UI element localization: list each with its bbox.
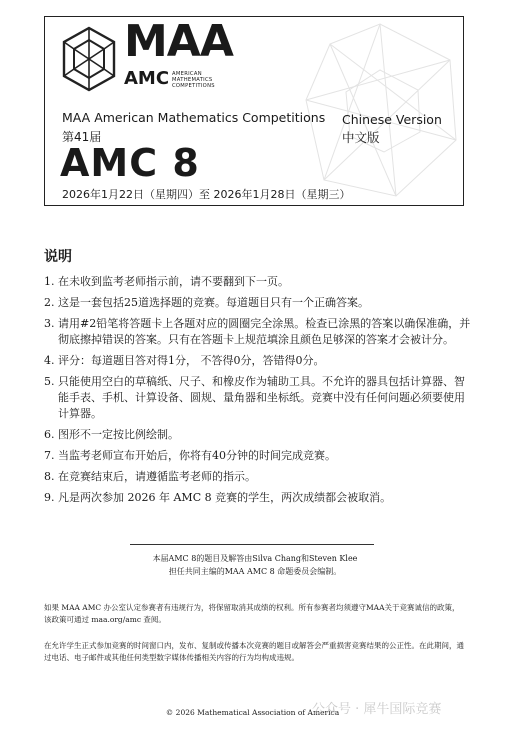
competition-name: MAA American Mathematics Competitions xyxy=(62,110,326,125)
logo-maa-text: MAA xyxy=(124,16,233,67)
instruction-number: 5. xyxy=(44,375,55,388)
integrity-notice: 如果 MAA AMC 办公室认定参赛者有违规行为，将保留取消其成绩的权利。所有参赛者均须遵守MAA关于竞赛诚信的政策，该政策可通过 maa.org/amc 查阅。 xyxy=(44,603,460,624)
edition-label: 第41届 xyxy=(62,130,102,144)
instruction-text: 在未收到监考老师指示前，请不要翻到下一页。 xyxy=(58,275,289,288)
instruction-item xyxy=(44,469,474,485)
instruction-number: 6. xyxy=(44,428,55,441)
instruction-number: 4. xyxy=(44,354,55,367)
instruction-item xyxy=(44,316,474,348)
logo-amc-text: AMC xyxy=(124,68,170,89)
instruction-text: 凡是两次参加 2026 年 AMC 8 竞赛的学生，两次成绩都会被取消。 xyxy=(58,491,392,504)
credit-block xyxy=(120,552,390,578)
instruction-number: 9. xyxy=(44,491,55,504)
instruction-number: 2. xyxy=(44,296,55,309)
logo-amc-sub-line: AMERICAN xyxy=(172,71,202,77)
instruction-text: 这是一套包括25道选择题的竞赛。每道题目只有一个正确答案。 xyxy=(58,296,369,309)
instruction-item xyxy=(44,274,474,290)
logo-amc-subtitle xyxy=(172,71,232,89)
copyright: © 2026 Mathematical Association of America xyxy=(165,708,340,717)
divider xyxy=(130,544,374,545)
instruction-number: 7. xyxy=(44,449,55,462)
competition-dates: 2026年1月22日（星期四）至 2026年1月28日（星期三） xyxy=(62,188,351,201)
instruction-number: 3. xyxy=(44,317,55,330)
credit-line: 担任共同主编的MAA AMC 8 命题委员会编制。 xyxy=(168,567,342,576)
instructions-heading: 说明 xyxy=(44,249,72,265)
logo-amc-sub-line: COMPETITIONS xyxy=(172,83,215,89)
instruction-text: 只能使用空白的草稿纸、尺子、和橡皮作为辅助工具。不允许的器具包括计算器、智能手表、手机、计算设备、圆规、量角器和坐标纸。竞赛中没有任何问题必须要使用计算器。 xyxy=(58,375,465,420)
instruction-text: 在竞赛结束后，请遵循监考老师的指示。 xyxy=(58,470,256,483)
instruction-number: 1. xyxy=(44,275,55,288)
wechat-watermark: 公众号 · 犀牛国际竞赛 xyxy=(312,702,442,717)
maa-logo-icon xyxy=(60,26,118,92)
version-chinese: 中文版 xyxy=(342,130,380,145)
instructions-list xyxy=(44,274,474,511)
distribution-notice: 在允许学生正式参加竞赛的时间窗口内，发布、复制或传播本次竞赛的题目或解答会严重损害竞赛结果的公正性。在此期间，通过电话、电子邮件或其他任何类型数字媒体传播相关内容的行为均构成违规。 xyxy=(44,641,464,662)
instruction-item xyxy=(44,448,474,464)
instruction-text: 评分：每道题目答对得1分， 不答得0分，答错得0分。 xyxy=(58,354,325,367)
instruction-text: 请用#2铅笔将答题卡上各题对应的圆圈完全涂黑。检查已涂黑的答案以确保准确，并彻底擦掉错误的答案。只有在答题卡上规范填涂且颜色足够深的答案才会被计分。 xyxy=(58,317,471,346)
instruction-item xyxy=(44,427,474,443)
instruction-item xyxy=(44,374,474,422)
instruction-number: 8. xyxy=(44,470,55,483)
instruction-text: 当监考老师宣布开始后，你将有40分钟的时间完成竞赛。 xyxy=(58,449,336,462)
credit-line: 本届AMC 8的题目及解答由Silva Chang和Steven Klee xyxy=(152,554,358,563)
instruction-item xyxy=(44,490,474,506)
instruction-item xyxy=(44,295,474,311)
instruction-item xyxy=(44,353,474,369)
instruction-text: 图形不一定按比例绘制。 xyxy=(58,428,179,441)
version-english: Chinese Version xyxy=(342,112,442,127)
logo-amc-sub-line: MATHEMATICS xyxy=(172,77,213,83)
page-title: AMC 8 xyxy=(60,141,200,185)
